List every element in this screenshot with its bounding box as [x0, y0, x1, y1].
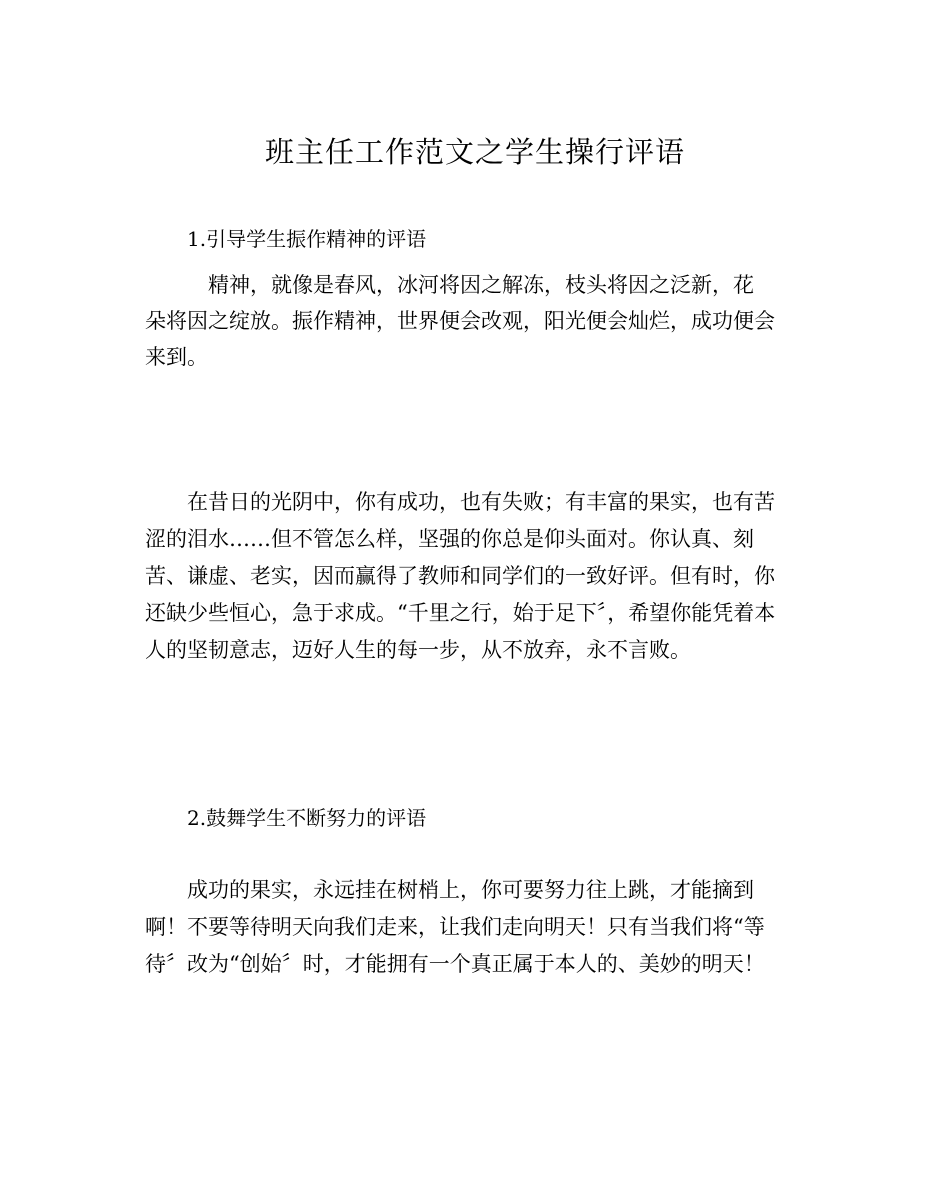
paragraph-line: 在昔日的光阴中，你有成功，也有失败；有丰富的果实，也有苦	[145, 490, 775, 514]
paragraph-line: 来到。	[145, 345, 208, 369]
paragraph-line: 涩的泪水……但不管怎么样，坚强的你总是仰头面对。你认真、刻	[145, 527, 754, 551]
paragraph-line: 苦、谦虚、老实，因而赢得了教师和同学们的一致好评。但有时，你	[145, 564, 775, 588]
section-heading-1: 1.引导学生振作精神的评语	[187, 227, 427, 251]
section-heading-2: 2.鼓舞学生不断努力的评语	[187, 806, 427, 830]
paragraph-line: 精神，就像是春风，冰河将因之解冻，枝头将因之泛新，花	[145, 273, 754, 297]
paragraph-line: 还缺少些恒心，急于求成。“千里之行，始于足下〞，希望你能凭着本	[145, 601, 776, 625]
paragraph-line: 啊！不要等待明天向我们走来，让我们走向明天！只有当我们将“等	[145, 915, 765, 939]
paragraph-line: 成功的果实，永远挂在树梢上，你可要努力往上跳，才能摘到	[145, 878, 754, 902]
paragraph-3	[145, 872, 810, 983]
paragraph-2	[145, 484, 810, 669]
paragraph-line: 待〞改为“创始〞时，才能拥有一个真正属于本人的、美妙的明天！	[145, 952, 765, 976]
paragraph-line: 人的坚韧意志，迈好人生的每一步，从不放弃，永不言败。	[145, 638, 691, 662]
document-title: 班主任工作范文之学生操行评语	[264, 135, 685, 169]
paragraph-line: 朵将因之绽放。振作精神，世界便会改观，阳光便会灿烂，成功便会	[145, 309, 775, 333]
paragraph-1	[145, 267, 810, 375]
